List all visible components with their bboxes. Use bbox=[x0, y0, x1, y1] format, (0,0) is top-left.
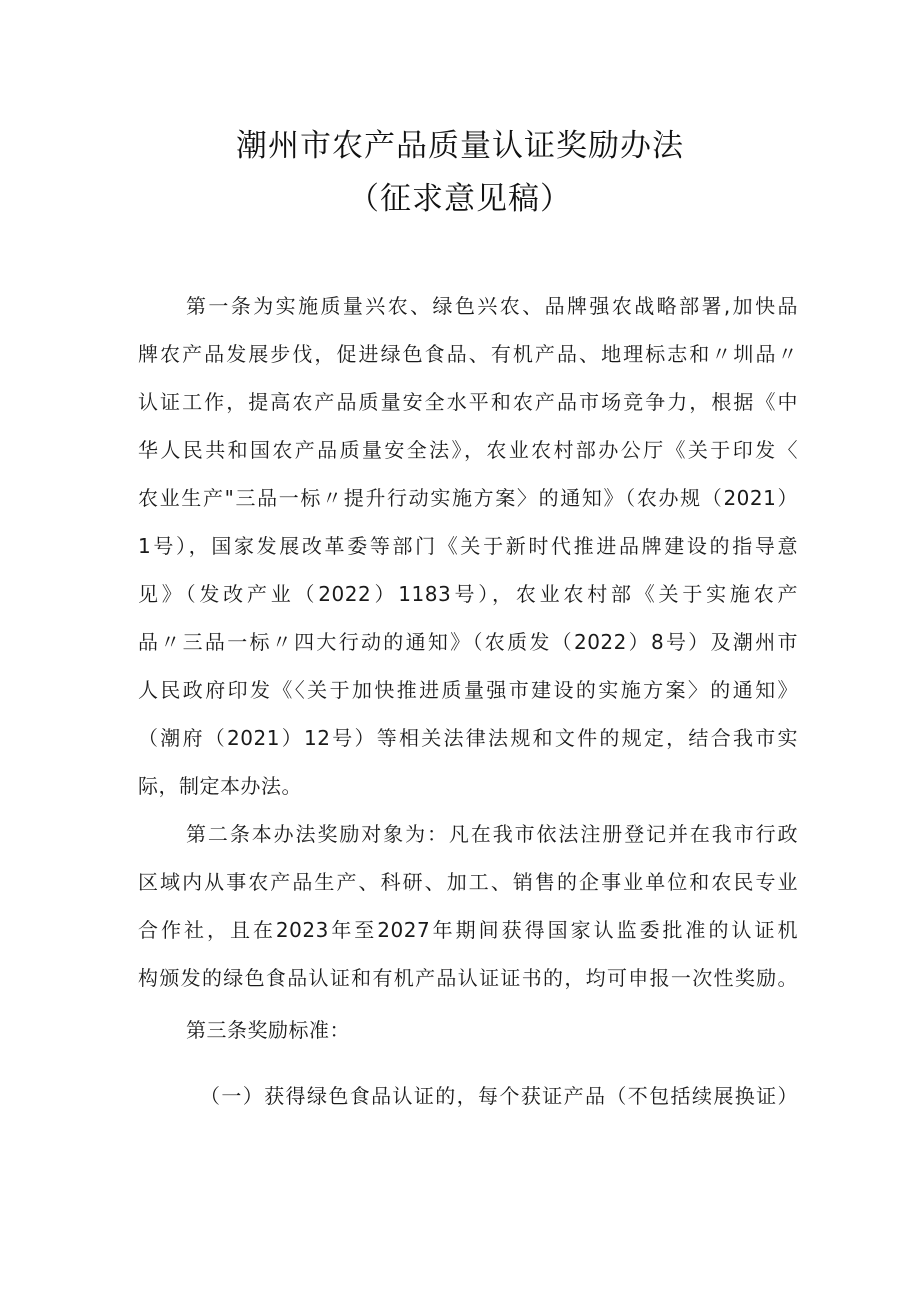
paragraph-line: （一）获得绿色食品认证的，每个获证产品（不包括续展换证） bbox=[200, 1084, 798, 1108]
paragraph-line: 际，制定本办法。 bbox=[138, 774, 302, 798]
paragraph-line: （潮府（2021）12号）等相关法律法规和文件的规定，结合我市实 bbox=[138, 726, 798, 750]
document-title: 潮州市农产品质量认证奖励办法 bbox=[236, 128, 684, 164]
paragraph-line: 第一条为实施质量兴农、绿色兴农、品牌强农战略部署,加快品 bbox=[186, 294, 798, 318]
paragraph-line: 第二条本办法奖励对象为：凡在我市依法注册登记并在我市行政 bbox=[186, 822, 798, 846]
paragraph-line: 1号），国家发展改革委等部门《关于新时代推进品牌建设的指导意 bbox=[138, 534, 798, 558]
paragraph-line: 认证工作，提高农产品质量安全水平和农产品市场竞争力，根据《中 bbox=[138, 390, 798, 414]
paragraph-line: 农业生产"三品一标〃提升行动实施方案〉的通知》（农办规（2021） bbox=[138, 486, 798, 510]
paragraph-line: 品〃三品一标〃四大行动的通知》（农质发（2022）8号）及潮州市 bbox=[138, 630, 798, 654]
document-subtitle: （征求意见稿） bbox=[348, 181, 572, 217]
paragraph-line: 牌农产品发展步伐，促进绿色食品、有机产品、地理标志和〃圳品〃 bbox=[138, 342, 798, 366]
paragraph-line: 合作社，且在2023年至2027年期间获得国家认监委批准的认证机 bbox=[138, 918, 798, 942]
paragraph-line: 华人民共和国农产品质量安全法》，农业农村部办公厅《关于印发〈 bbox=[138, 438, 798, 462]
paragraph-line: 构颁发的绿色食品认证和有机产品认证证书的，均可申报一次性奖励。 bbox=[138, 966, 798, 990]
paragraph-line: 人民政府印发《〈关于加快推进质量强市建设的实施方案〉的通知》 bbox=[138, 678, 798, 702]
paragraph-line: 区域内从事农产品生产、科研、加工、销售的企事业单位和农民专业 bbox=[138, 870, 798, 894]
paragraph-line: 见》（发改产业（2022）1183号），农业农村部《关于实施农产 bbox=[138, 582, 798, 606]
paragraph-line: 第三条奖励标准： bbox=[186, 1018, 350, 1042]
